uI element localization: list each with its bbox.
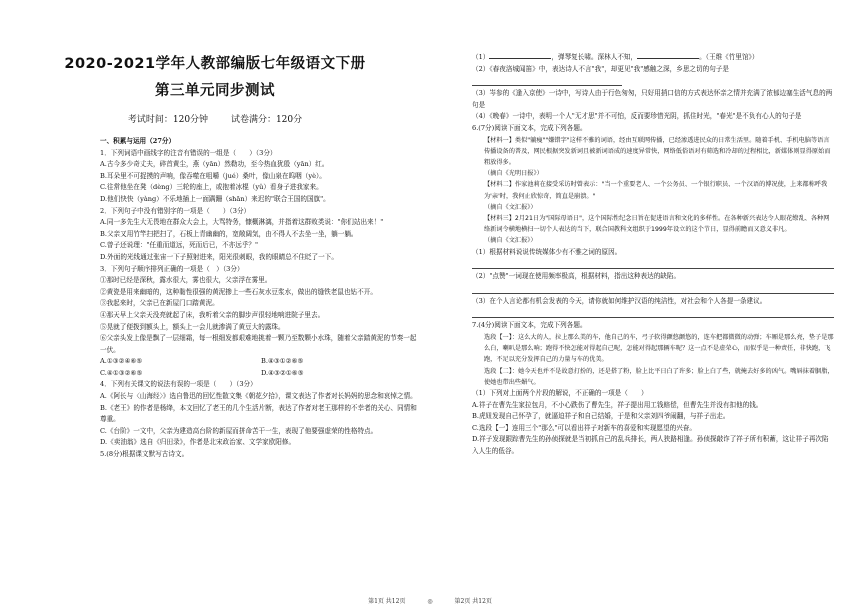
- question-line: D.外面的光线通过张宙一下子照射进来，阳光很刺眼，我的眼睛总不住眨了一下。: [100, 252, 338, 261]
- answer-blank[interactable]: [489, 50, 551, 59]
- question-line: C.《台阶》一文中，父亲为建造高台阶的新屋而拼命苦干一生，表现了他要强虚荣的性格特点。: [100, 426, 378, 435]
- answer-blank[interactable]: [637, 50, 699, 59]
- options-row: [100, 368, 422, 380]
- exam-title: 2020-2021学年人教部编版七年级语文下册: [64, 56, 366, 72]
- poem-fill-4: （4）《晚春》一诗中，表明一个人"无才思"并不可怕，反而要珍惜光阴，抓住时光，"春光"是不负有心人的句子是: [472, 112, 802, 121]
- options-row: [100, 356, 422, 368]
- question-line: 5.(8分)根据课文默写古诗文。: [100, 450, 189, 459]
- answer-line[interactable]: [472, 77, 622, 86]
- question-line: 4．下列有关课文的说法有误的一项是（ ）（3分）: [100, 380, 257, 389]
- question-line: A.《阿长与〈山海经〉》选自鲁迅的回忆性散文集《朝花夕拾》，课文表达了作者对长妈妈的思念和哀悼之情。: [100, 392, 417, 401]
- question-line: A.同一多先生大无畏地在群众大会上，大骂特务，慷概淋漓，并指着这群败类说："你们站出来！": [100, 218, 384, 227]
- question-line: D.他们快快（yàng）不乐地插上一面蹒跚（shān）来迟的"联合王国的国旗"。: [100, 194, 330, 203]
- full-score: 试卷满分：120分: [230, 115, 303, 125]
- question-line: ③我起来时，父亲已在新屋门口踏黄泥。: [100, 299, 219, 308]
- source-3: （摘自《文汇报》）: [484, 237, 537, 245]
- poem-fill-3: （3）岑参的《逢入京使》一诗中，写诗人由于行色匆匆，只好用捎口信的方式表达怀亲之情并充满了浓郁边塞生活气息的两句是: [472, 89, 833, 109]
- left-page: [0, 0, 430, 592]
- sub-question: （1）根据材料说说传统媒体少有不雅之词的原因。: [472, 247, 622, 256]
- page-number-1: 第1页 共12页: [368, 598, 406, 605]
- option-a: A.①③②④⑥⑤: [100, 357, 143, 366]
- source-2: （摘自《文汇报》）: [484, 203, 537, 211]
- question-line: 1．下列词语中画线字的注音有错误的一组是（ ）（3分）: [100, 148, 277, 157]
- separator-icon: ◎: [427, 598, 433, 605]
- question-line: B.父亲又用竹竿扫把扫了，石板上青幽幽的，宽敞阔気，由不得人不去坐一坐，躺一躺。: [100, 229, 358, 238]
- exam-time: 考试时间：120分钟: [127, 115, 209, 125]
- sub-question: （2）"点赞"一词现在使用频率极高，根据材料，指出这种表达的缺陷。: [472, 272, 681, 281]
- question-line: C.曾子还说理："任重而道远，死而后已，不亦远乎？": [100, 241, 259, 250]
- poem-fill-1: （1） ，弹琴复长啸。深林人不知， 。（王维《竹里馆》）: [472, 50, 834, 64]
- question-line: ⑤晃就了便拨到额头上，额头上一会儿就渗满了黄豆大的露珠。: [100, 322, 285, 331]
- sub-question: （1）下列对上面两个片段的解说，不正确的一项是（ ）: [472, 388, 648, 397]
- source-1: （摘自《光明日报》）: [484, 170, 543, 178]
- answer-line[interactable]: [472, 260, 834, 269]
- question-line: C.往常他坐在凳（dèng）三轮的座上，或抱着冰棍（yǔ）看身子进我家来。: [100, 183, 323, 192]
- option-b: B.④③①②⑥⑤: [261, 357, 304, 366]
- passage-2: 选段【二】：她今天也并不是故意打扮的，还是搭了粉，脸上比平日白了许多；脸上白了些，就掩去好多的凶气。嘴唇抹着胭脂，使她也带出些媚气。: [484, 367, 834, 386]
- question-line: ①那时已经是深秋，露水很大，雾也很大，父亲浮在雾里。: [100, 276, 272, 285]
- question-line: A.古今多少奇丈夫，碎首黄尘，燕（yān）然勒功，至今热血犹殷（yān）红。: [100, 160, 329, 169]
- sub-question: （3）在个人言论都有机会发表的今天，请你就如何维护汉语的纯洁性，对社会和个人各提一条建议。: [472, 296, 767, 305]
- option-c: C.选段【一】连用三个"那么"可以看出祥子对新车的喜爱和实现愿望的兴奋。: [472, 423, 696, 432]
- answer-line[interactable]: [472, 309, 834, 318]
- exam-subtitle: 第三单元同步测试: [155, 83, 275, 99]
- question-line: D.《卖油翁》选自《归田录》，作者是北宋政治家、文学家欧阳修。: [100, 438, 296, 447]
- option-c: C.④①③②⑥⑤: [100, 368, 143, 377]
- material-2: 【材料二】作家池莉在接受采访时曾表示："当一个重要老人、一个公务员、一个银行职员、一个汉语的博况使，上来都称呼我为'亲'时，我何止欣惊奇，简直是崩溃。": [484, 181, 828, 200]
- left-content: [100, 136, 422, 461]
- page-footer: [0, 596, 860, 605]
- question-line: B.《老王》的作者是杨绛，本文回忆了老王的几个生活片断，表达了作者对老王那样的不幸者的关心、同情和尊重。: [100, 403, 417, 424]
- section-heading: 一、积累与运用（27分）: [100, 137, 176, 145]
- question-heading: 7.(4分)阅读下面文本，完成下列各题。: [472, 321, 587, 330]
- option-a: A.祥子在曹先生家拉包月，不小心跌伤了曹先生，祥子提出用工钱赔偿，但曹先生并没有扣他的钱。: [472, 400, 763, 409]
- question-line: 2．下列句子中没有错别字的一项是（ ）（3分）: [100, 206, 251, 215]
- question-line: ②黄瓷是用来幽暗的，这种黏性很强的黄泥掺上一些石灰水豆浆水，做出的缝铁老鼠也钻不开。: [100, 287, 377, 296]
- option-b: B.虎妞发现自己怀孕了，就逼迫祥子和自己结婚，于是和父亲刘四爷闹翻，与祥子出走。: [472, 412, 730, 421]
- question-line: B.耳朵里不可捉摸的声响，像吞噬在咀嚼（jué）桑叶，像山泉在呜咽（yè）。: [100, 171, 326, 180]
- answer-line[interactable]: [472, 285, 834, 294]
- option-d: D.祥子发现跟踪曹先生的孙侦探就是当初抓自己的乱兵排长，两人狭路相逢。孙侦探敲诈了祥子所有积蓄，这让祥子再次陷入人生的低谷。: [472, 435, 829, 455]
- right-content: [472, 50, 834, 458]
- question-line: 3．下列句子顺序排列正确的一项是（ ）（3分）: [100, 264, 244, 273]
- question-heading: 6.(7分)阅读下面文本，完成下列各题。: [472, 123, 587, 132]
- page-number-2: 第2页 共12页: [454, 598, 492, 605]
- question-line: ④那天早上父亲天没亮就起了床，我听着父亲的脚步声很轻地响进院子里去。: [100, 310, 325, 319]
- passage-1: 选段【一】：这么大的人，拉上那么美的车，他自己的车，弓子软得颤悠颤悠的，连车把都微微的动弹；车厢是那么亮，垫子是那么白，喇叭是那么响；跑得不快怎能对得起自己呢，怎能对得起那辆车呢？这一点不是虚荣心，而似乎是一种责任，非快跑，飞跑，不足以充分发挥自己的力量与车的优美。: [484, 333, 834, 364]
- material-3: 【材料三】2月21日为"国际母语日"，这个国际性纪念日旨在促进语言和文化的多样性。在各种新兴表达令人眼花缭乱、各种网络新词令横地横扫一切个人表达的当下，联合国教科文组织于1999年设立的这个节日，显得前瞻而又意义非凡。: [484, 214, 830, 234]
- material-1: 【材料一】类似"躺瘦""嫌错字"这样不雅的词语，经由互联网传播，已经渗透进民众的日常生活里。随着手机、手机电脑等语言传播设备的普及，网民根据突发新词且被新词语成的速度异常快，网络低俗语对有筛选和冷却的过程相比，新媒体则显得原始而粗放得多。: [484, 136, 831, 166]
- option-d: D.④③②①⑥⑤: [261, 368, 304, 377]
- exam-meta: [0, 112, 430, 125]
- poem-fill-2: （2）《春夜洛城闻笛》中，表达诗人不言"我"，却更见"我"感触之深，乡思之切的句子是: [472, 64, 729, 73]
- question-line: ⑥父亲头发上像是飘了一层细霜，每一根细发都艰难地挑着一颗乃至数颗小水珠，随着父亲踏黄泥的节奏一起一伏。: [100, 334, 417, 354]
